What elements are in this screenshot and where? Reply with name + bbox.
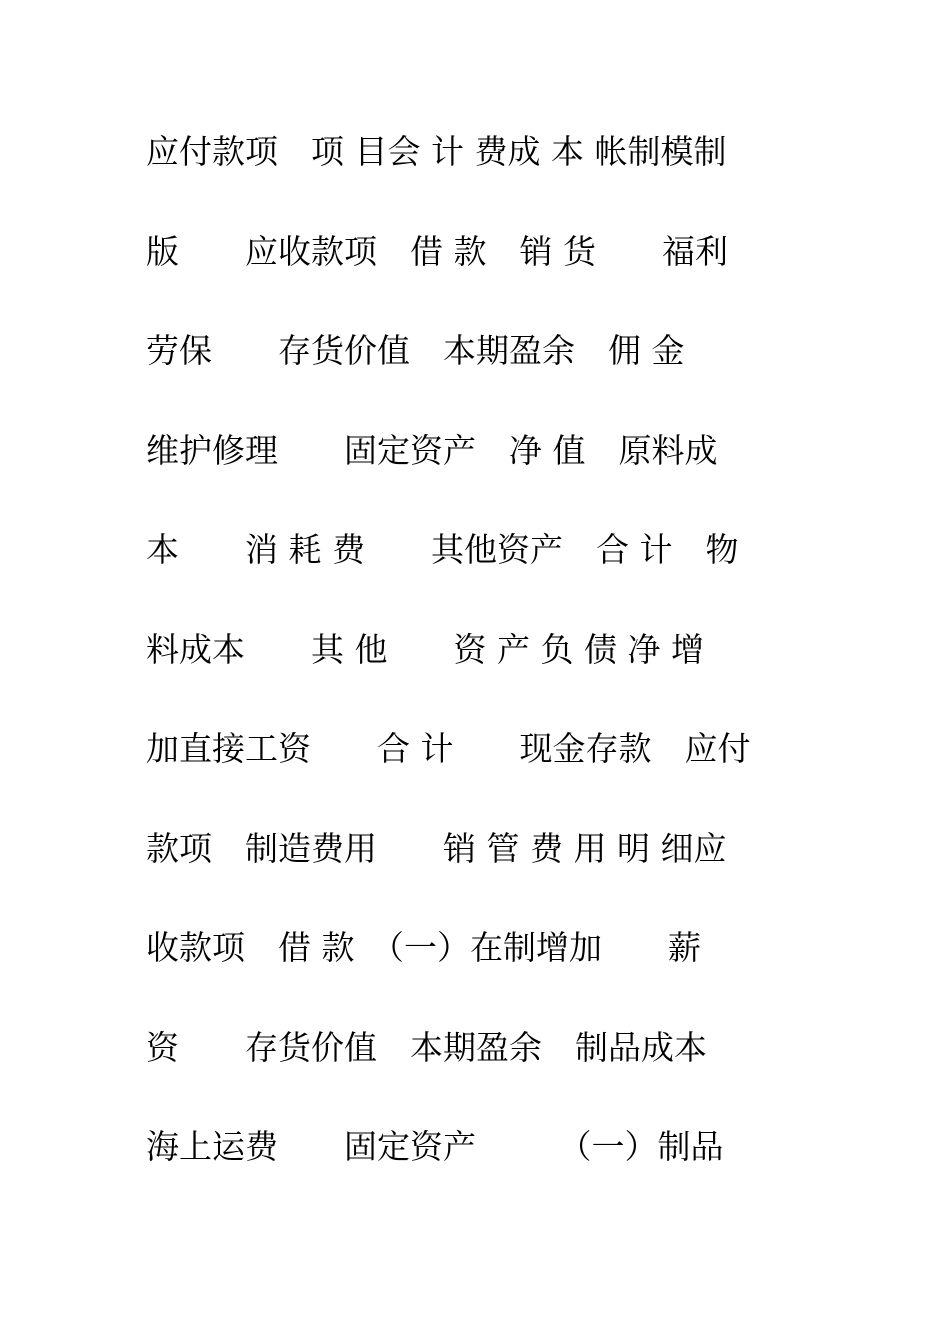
text-line-7: 加直接工资 合 计 现金存款 应付: [146, 729, 751, 768]
text-line-9: 收款项 借 款 （一）在制增加 薪: [146, 928, 701, 967]
text-line-6: 料成本 其 他 资 产 负 债 净 增: [146, 629, 704, 669]
text-line-4: 维护修理 固定资产 净 值 原料成: [146, 430, 718, 470]
text-line-5: 本 消 耗 费 其他资产 合 计 物: [146, 530, 739, 569]
text-line-1: 应付款项 项 目会 计 费成 本 帐制模制: [146, 132, 727, 171]
document-body: [146, 124, 806, 1219]
text-line-8: 款项 制造费用 销 管 费 用 明 细应: [146, 828, 727, 868]
text-line-11: 海上运费 固定资产 （一）制品: [146, 1127, 724, 1166]
text-line-10: 资 存货价值 本期盈余 制品成本: [146, 1027, 707, 1067]
text-line-3: 劳保 存货价值 本期盈余 佣 金: [146, 331, 685, 370]
text-line-2: 版 应收款项 借 款 销 货 福利: [146, 231, 728, 271]
